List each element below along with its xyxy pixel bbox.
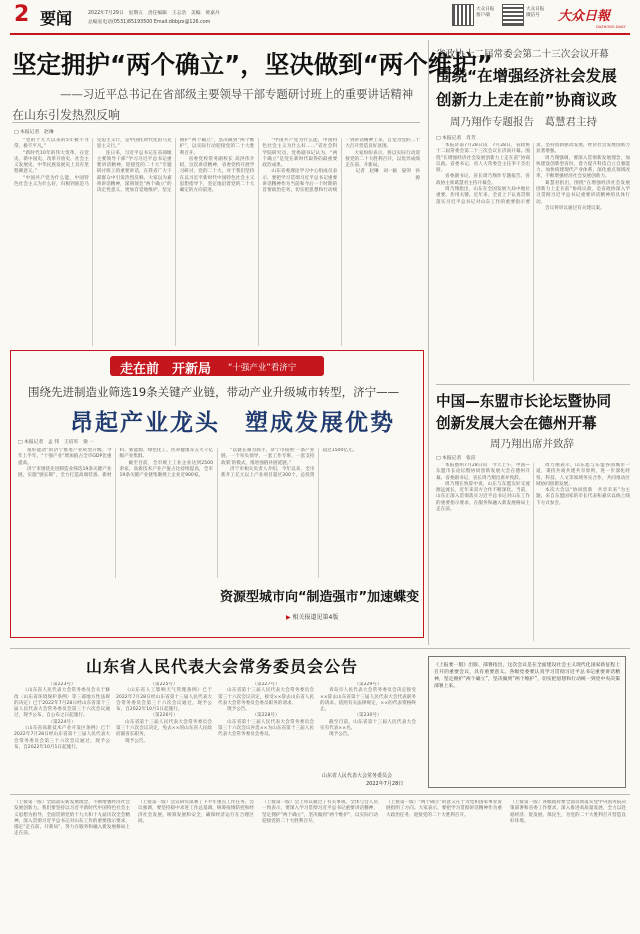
feature-banner-tag: “十强产业”看济宁 xyxy=(228,363,297,373)
feature-jump-line xyxy=(286,612,338,621)
lead-divider xyxy=(12,122,420,123)
side1-byline: □ 本报记者 肖芳 xyxy=(436,136,476,141)
notice-issuer: 山东省人民代表大会常务委员会 xyxy=(322,773,393,779)
notice-paragraph: 山东省第十三届人民代表大会常务委员会第三十六次会议决定，免去××的山东省人民政府副省长职务。 xyxy=(116,719,212,738)
side1-subheadline: 周乃翔作专题报告 葛慧君主持 xyxy=(450,116,597,128)
side1-headline-2: 创新力上走在前”协商议政 xyxy=(436,91,617,109)
feature-paragraph: 截至目前，全市规上工业企业达到2500余家，高新技术产业产值占比持续提高，全市19条关键产业链集聚规上企业近900家。 xyxy=(119,460,213,479)
side-divider xyxy=(436,384,630,385)
notice-paragraph: 《山东省高新技术产业开发区条例》已于2022年7月28日经山东省第十三届人民代表大会常务委员会第三十六次会议通过，现予公布，自2022年10月1日起施行。 xyxy=(14,726,110,750)
notice-date: 2022年7月28日 xyxy=(366,781,404,787)
feature-paragraph: 很好能动”的济宁推进产业转型升级，今年上半年，“十强产业”增加值占全市GDP比重提高。 xyxy=(18,448,112,466)
lead-paragraph: 记者 赵琳 刘一颖 晏卯 孙源 xyxy=(355,169,420,181)
notice-paragraph: （第226号） xyxy=(150,713,178,719)
side1-paragraph: 省委副书记、省长周乃翔作专题报告。省政协主席葛慧君主持开幕会。 xyxy=(436,174,530,186)
notice-paragraph: （第228号） xyxy=(252,713,280,719)
qr-label-2: 大众日报 微信号 xyxy=(526,7,545,18)
notice-paragraph: （第227号） xyxy=(252,682,280,687)
lead-subheadline: ——习近平总书记在省部级主要领导干部专题研讨班上的重要讲话精神 xyxy=(60,87,414,101)
side1-paragraph: 周乃翔指出，山东在全国发展大局中地位重要、作用关键。近年来，全省上下认真贯彻落实习近平总书记对山东工作的重要指示要求，坚持创新驱动发展，经济社会发展创新力显著增强。 xyxy=(436,143,630,205)
side2-body xyxy=(436,463,630,641)
newspaper-logo: 大众日報 xyxy=(558,9,611,24)
notice-paragraph: （第224号） xyxy=(48,719,76,725)
lead-paragraph: “中国共产党为什么能，中国特色社会主义为什么好，归根到底是马克思主义行，是中国化时代化的马克思主义行。” xyxy=(14,138,172,188)
masthead xyxy=(0,0,640,36)
bottom-col-2: （上接第一版）会议研究部署了下半年重点工作任务。会议强调，要坚持稳中求进工作总基调，统筹疫情防控和经济社会发展，统筹发展和安全，确保经济运行在合理区间。 xyxy=(138,800,254,824)
qr-code-2[interactable] xyxy=(502,4,524,26)
lead-paragraph: 山东省委理论学习中心组成员表示，要把学习贯彻习近平总书记重要讲话精神作为当前和今后一个时期的首要政治任务，切实把思想和行动统一到讲话精神上来，自觉为党的二十大召开营造良好氛围。 xyxy=(262,138,420,194)
notice-col-1 xyxy=(14,682,110,780)
feature-banner-main: 走在前 开新局 xyxy=(120,362,212,377)
notice-boxed-text: 《上报要一版》出版、部署指出，这次会议是在全面建设社会主义现代化国家新征程上召开的重要会议，具有重要意义。各级党委要认真学习贯彻习近平总书记重要讲话精神，坚定拥护“两个确立”，坚决做到“两个维护”，切实把思想和行动统一到党中央决策部署上来。 xyxy=(428,656,626,788)
side2-paragraph: 本次大会以“协同创新 共享未来”为主题，来自东盟国家的市长代表和嘉宾以线上线下方式参会。 xyxy=(536,488,630,506)
feature-headline: 昂起产业龙头 塑成发展优势 xyxy=(70,410,395,436)
lead-paragraph: “新时代10年的伟大变革，在党史、新中国史、改革开放史、社会主义发展史、中华民族发展史上具有里程碑意义。” xyxy=(14,150,89,175)
lead-paragraph: 大家纷纷表示，将以实际行动迎接党的二十大胜利召开，以优异成绩走在前、开新局。 xyxy=(345,150,420,169)
feature-pretitle: 围绕先进制造业筛选19条关键产业链，带动产业升级城市转型，济宁—— xyxy=(28,385,400,399)
notice-paragraph: 山东省第十三届人民代表大会常务委员会第三十六次会议补选××为山东省第十三届人民代表大会常务委员会委员。 xyxy=(218,719,314,738)
bottom-col-1: （上接第一版）全面落实新发展理念，不断增强经济社会发展创新力。我们要坚持以习近平新时代中国特色社会主义思想为指导，全面贯彻党的十九大和十九届历次全会精神，深入贯彻习近平总书记对山东工作的重要指示要求，锚定“走在前、开新局”，努力在服务和融入新发展格局上走在前。 xyxy=(14,800,130,837)
side2-paragraph: 周乃翔表示，山东愿与东盟各国城市一道，秉持共商共建共享原则，进一步深化经贸、科技、人文等领域务实合作，共同推动区域协同创新发展。 xyxy=(536,463,630,487)
qr-label-1: 大众日报 客户端 xyxy=(476,7,495,18)
side2-headline-1: 中国—东盟市长论坛暨协同 xyxy=(436,393,612,410)
feature-paragraph: “以链长制为抓手，济宁市按照‘一条产业链、一个牵头领导、一套工作专班、一套支持政策’的模式，推进强链补链延链。” xyxy=(221,448,315,466)
notice-paragraph: 截至目前，山东省第十三届人民代表大会实有代表××名。 xyxy=(320,719,416,732)
side1-paragraph: 本报济南7月28日讯 7月28日，省政协十二届常委会第二十三次会议在济南开幕。围绕“在增强经济社会发展创新力上走在前”协商议政。省委书记、省人大常委会主任李干杰出席。 xyxy=(436,143,530,174)
notice-paragraph: 现予公告。 xyxy=(227,707,250,713)
feature-banner xyxy=(110,356,324,376)
side1-body xyxy=(436,143,630,381)
side2-headline-2: 创新发展大会在德州开幕 xyxy=(436,415,597,432)
side1-paragraph: 葛慧君指出，围绕“在增强经济社会发展创新力上走在前”协商议政，是省政协深入学习贯彻习近平总书记重要讲话精神的具体行动。 xyxy=(536,180,630,205)
side1-kicker: 省政协十二届常委会第二十三次会议开幕 xyxy=(436,49,609,60)
side2-byline: □ 本报记者 张洁 xyxy=(436,456,476,461)
lead-paragraph: 连日来，习近平总书记在省部级主要领导干部“学习习近平总书记重要讲话精神，迎接党的二十大”专题研讨班上的重要讲话，在我省广大干部群众中引发热烈反响。大家以为嘉将讲话精神，深刻领会“两个确立”的决定性意义，更加自觉地维护，坚定拥护“两个确立”，坚决做到“两个维护”，以实际行动迎接党的二十大胜利召开。 xyxy=(96,138,255,194)
feature-jump: 相关报道见第4版 xyxy=(292,614,339,621)
side1-paragraph: 周乃翔强调，要深入贯彻新发展理念，加快建设创新型省份，着力提升科技自立自强能力，加快构建现代产业体系，深化重点领域改革，不断增强经济社会发展创新力。 xyxy=(536,155,630,180)
notice-col-4 xyxy=(320,682,416,770)
side1-headline-1: 围绕“在增强经济社会发展 xyxy=(436,67,617,85)
bottom-rule xyxy=(10,794,630,795)
notice-paragraph: 《山东省人工影响天气管理条例》已于2022年7月28日经山东省第十三届人民代表大会常务委员会第三十六次会议通过，现予公布，自2022年10月1日起施行。 xyxy=(116,688,212,713)
notice-headline: 山东省人民代表大会常务委员会公告 xyxy=(86,657,359,676)
notice-top-rule xyxy=(10,648,630,649)
notice-paragraph: 现予公告。 xyxy=(125,738,148,744)
side2-subheadline: 周乃翔出席并致辞 xyxy=(490,438,574,450)
lead-subheadline-2: 在山东引发热烈反响 xyxy=(12,108,121,122)
notice-paragraph: （第230号） xyxy=(354,713,382,719)
bottom-col-3: （上接第一版）会上审议通过了有关事项。全体与会人员一致表示，要深入学习贯彻习近平总书记重要讲话精神，坚定拥护“两个确立”，坚决做到“两个维护”，以实际行动迎接党的二十大胜利召开。 xyxy=(262,800,378,824)
feature-paragraph: 济宁市相关负责人介绍，今年以来，全市新开工亿元以上产业项目超过300个，总投资超过1500亿元。 xyxy=(221,448,358,479)
feature-body xyxy=(18,448,416,578)
masthead-divider xyxy=(10,33,630,35)
notice-paragraph: （第225号） xyxy=(150,682,178,687)
notice-col-2 xyxy=(116,682,212,780)
notice-col-3 xyxy=(218,682,314,780)
phone-line: 总编室电话(0531)85193500 Email:dbbjzx@126.com xyxy=(88,20,211,25)
lead-body xyxy=(14,138,420,346)
feature-byline: □ 本报记者 孟 伟 王培军 梁 一 xyxy=(18,440,95,445)
page-number: 2 xyxy=(14,2,30,27)
notice-paragraph: 山东省第十三届人民代表大会常务委员会第三十六次会议决定，接受××辞去山东省人民代表大会常务委员会委员职务的请求。 xyxy=(218,688,314,706)
qr-code-1[interactable] xyxy=(452,4,474,26)
section-name: 要闻 xyxy=(40,9,73,28)
feature-paragraph: 济宁市围绕先进制造业筛选19条关键产业链，实施“链长制”，全力打造高端装备、新材料、新能源、绿色化工、医养健康等五大千亿级产业集群。 xyxy=(18,448,213,479)
notice-paragraph: （第229号） xyxy=(354,682,382,687)
side2-paragraph: 周乃翔在致辞中说，山东与东盟友好交流源远流长，近年来双方合作不断深化。当前，山东正深入贯彻落实习近平总书记对山东工作的重要指示要求，在服务和融入新发展格局上走在前。 xyxy=(436,481,530,513)
notice-paragraph: （第223号） xyxy=(48,682,76,687)
notice-paragraph: 青岛市人民代表大会常务委员会决定接受××辞去山东省第十三届人民代表大会代表职务的请求。依照有关法律规定，××的代表资格终止。 xyxy=(320,688,416,713)
arrow-icon: ▶ xyxy=(286,614,291,621)
lead-headline: 坚定拥护“两个确立”，坚决做到“两个维护” xyxy=(12,50,493,79)
notice-paragraph: 《山东省人民代表大会常务委员会关于修改〈山东省环境保护条例〉等三部地方性法规的决定》已于2022年7月28日经山东省第十三届人民代表大会常务委员会第三十六次会议通过，现予公布，自公布之日起施行。 xyxy=(14,688,110,719)
lead-paragraph: 省委党校常务副校长 高洪伟介绍，这次讲话精神，省委党校开展学习研讨，党的二十大，对于我们坚持在以习近平新时代中国特色社会主义思想指导下，坚定地沿着党的二十大确定的方向前进。 xyxy=(179,156,255,194)
feature-subheadline: 资源型城市向“制造强市”加速蝶变 xyxy=(220,590,420,605)
lead-paragraph: “党的十九大以来的5年极不寻常、极不平凡。” xyxy=(14,138,89,150)
bottom-col-5: （上接第一版）各级政府要全面贯彻落实党中央国务院决策部署和省委工作要求，深入推进高质量发展，全力以赴稳经济、促发展、保民生，为党的二十大胜利召开营造良好环境。 xyxy=(510,800,626,824)
bottom-col-4: （上接第一版）“两个确立”的意义在于为党和国家事业发展指明了方向。大家表示，要把学习贯彻讲话精神作为重大政治任务，迎接党的二十大胜利召开。 xyxy=(386,800,502,818)
notice-paragraph: 现予公告。 xyxy=(329,732,352,738)
side1-paragraph: 会议将审议通过有关建议案。 xyxy=(545,205,605,211)
column-divider xyxy=(428,40,429,645)
date-line: 2022年7月29日 星期五 责任编辑 王志浩 美编 黄嘉丹 xyxy=(88,11,220,16)
newspaper-logo-sub: DAZHONG DAILY xyxy=(596,25,626,29)
lead-byline: □ 本报记者 赵琳 xyxy=(14,130,54,135)
lead-paragraph: “中国共产党为什么能，中国特色社会主义为什么好……”省社会科学院研究员、党委副书记认为，“两个确立”是党在新时代取得的最重要政治成果。 xyxy=(262,138,338,169)
side2-paragraph: 本报德州7月28日讯 今天上午，中国—东盟市长论坛暨协同创新发展大会在德州开幕。省委副书记、省长周乃翔出席并致辞。 xyxy=(436,463,530,481)
